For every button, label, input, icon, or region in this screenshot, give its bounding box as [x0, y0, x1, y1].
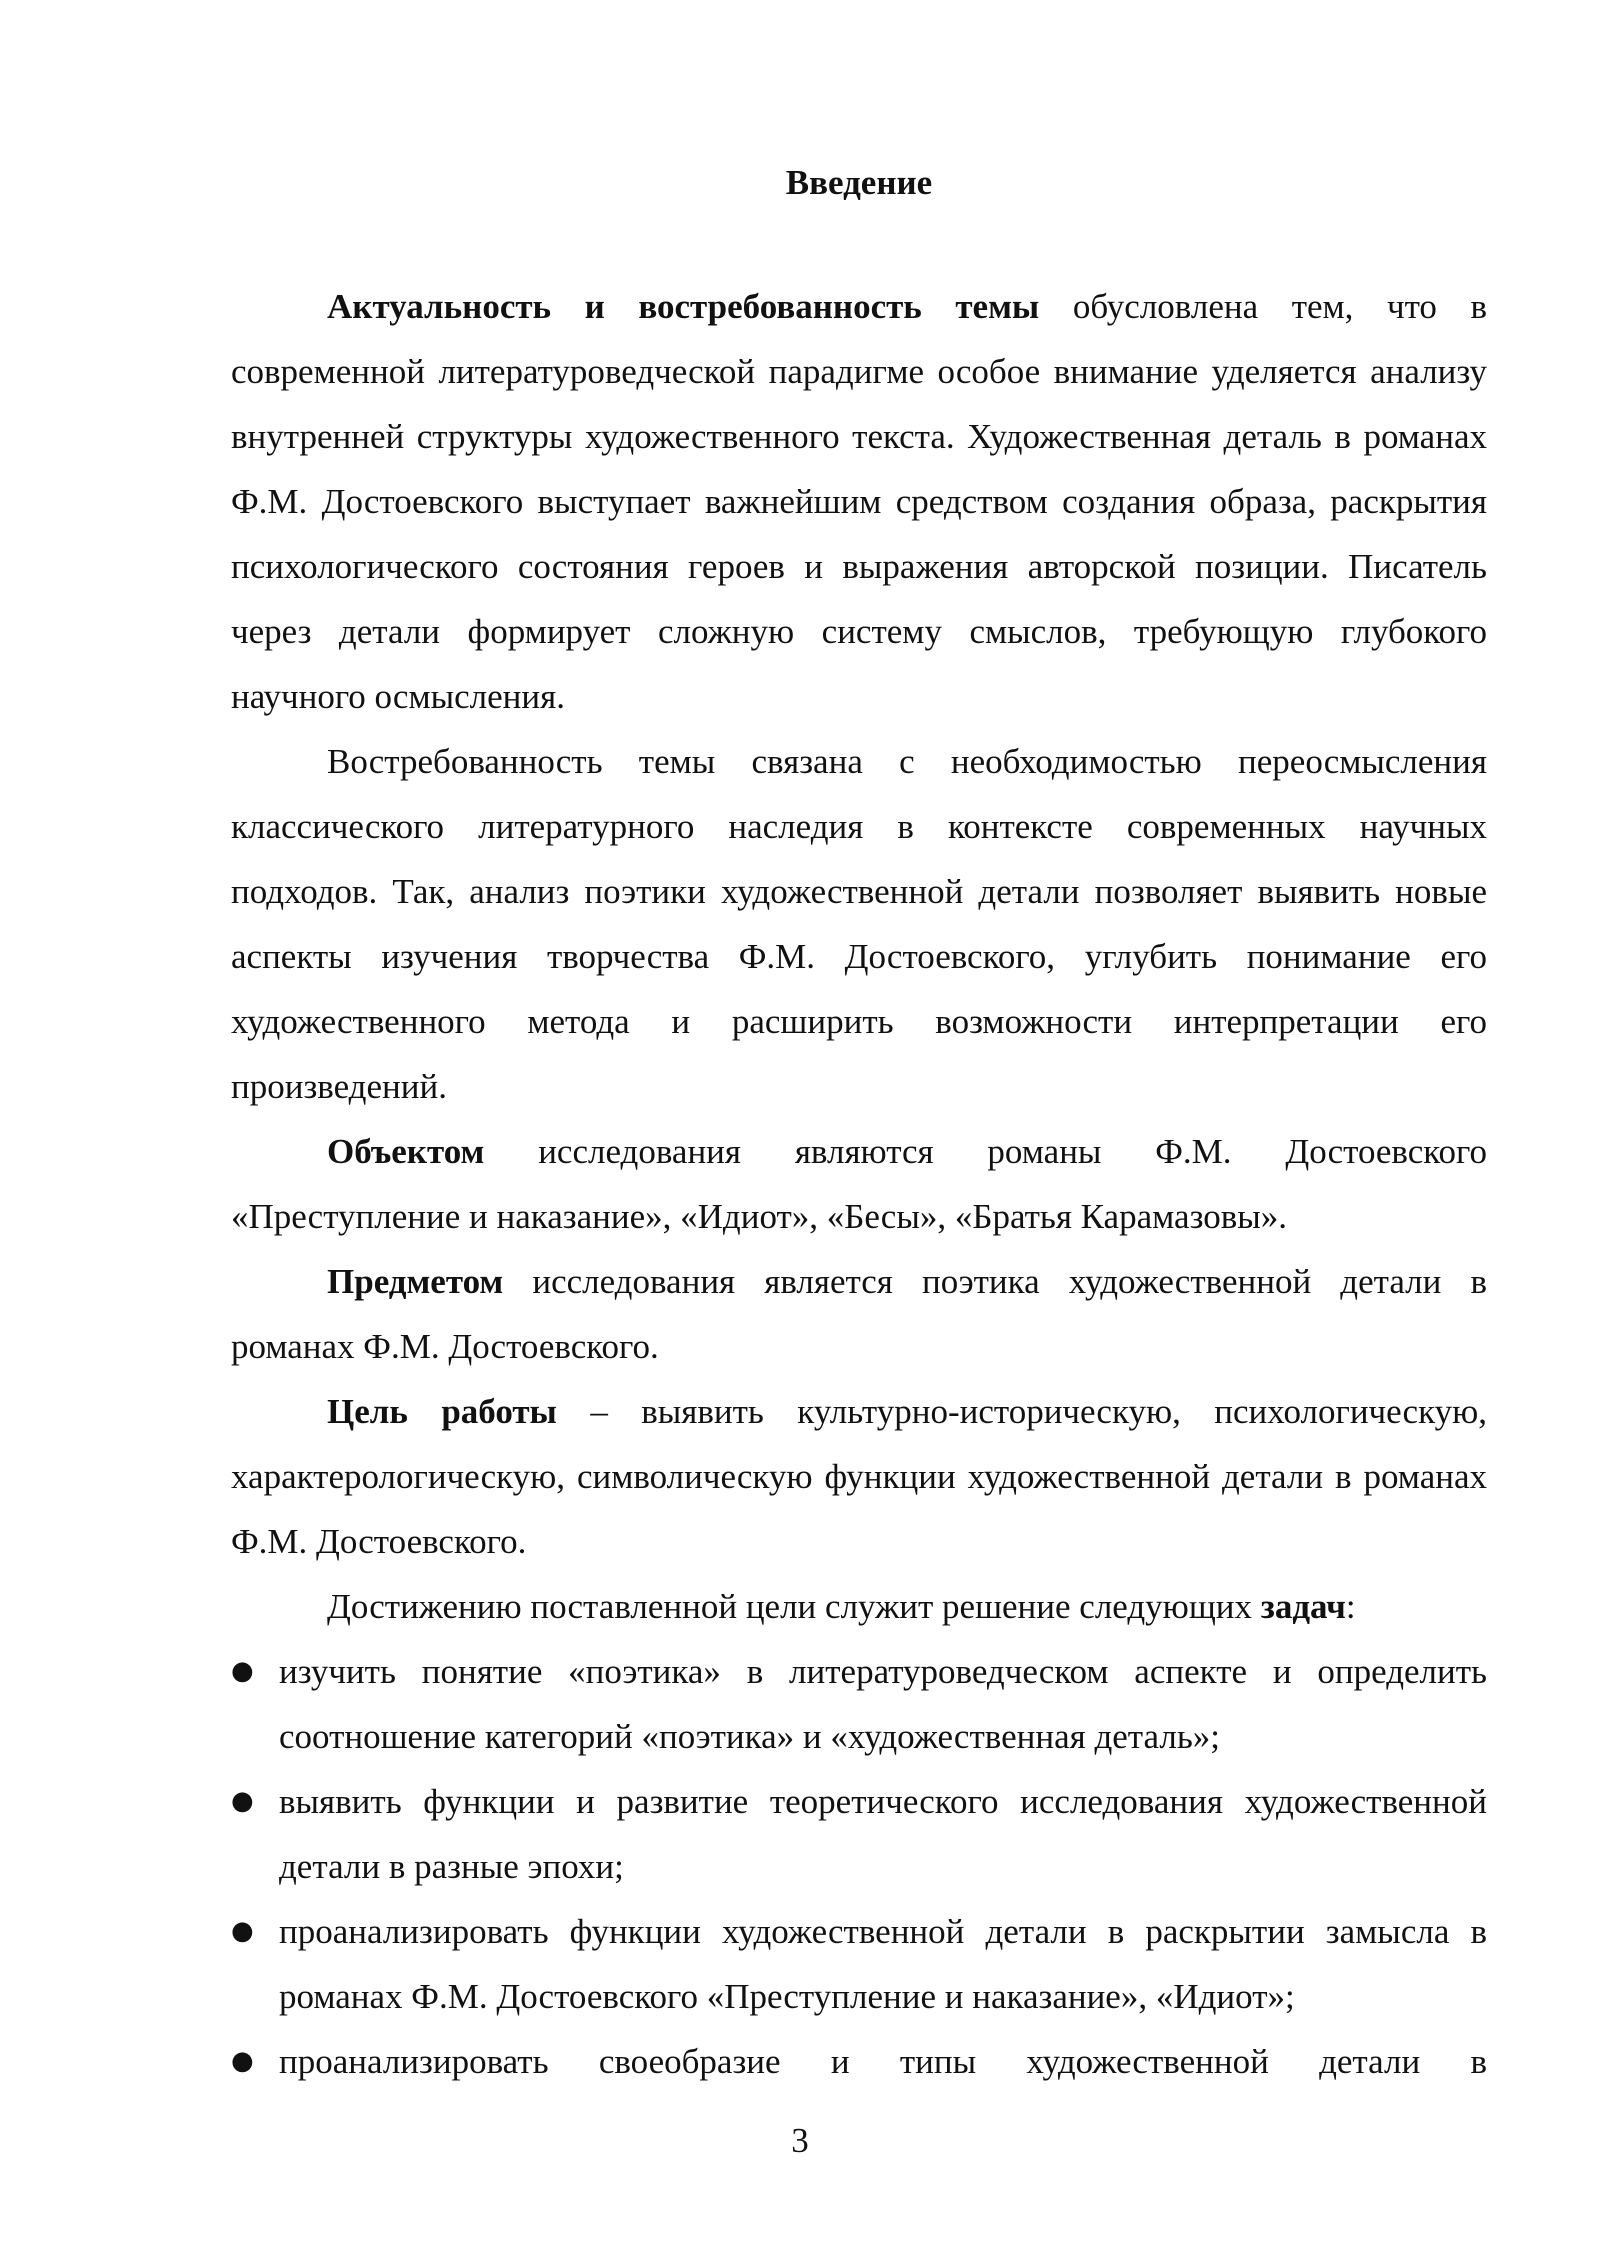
object-paragraph [231, 1119, 1487, 1249]
goal-paragraph [231, 1379, 1487, 1574]
object-heading: Объектом [327, 1132, 485, 1171]
page-content [231, 150, 1487, 2094]
relevance-paragraph [231, 274, 1487, 729]
subject-text: исследования является поэтика художественной детали в романах Ф.М. Достоевского. [231, 1262, 1487, 1366]
subject-paragraph [231, 1249, 1487, 1379]
bullet-icon: ● [231, 2046, 254, 2076]
list-item-text: проанализировать функции художественной детали в раскрытии замысла в романах Ф.М. Достоевского «Преступление и наказание», «Идиот»; [279, 1912, 1487, 2016]
list-item [231, 1769, 1487, 1899]
list-item-text: проанализировать своеобразие и типы художественной детали в [279, 2042, 1487, 2081]
page-title: Введение [785, 163, 933, 202]
object-text: исследования являются романы Ф.М. Достоевского «Преступление и наказание», «Идиот», «Бесы», «Братья Карамазовы». [231, 1132, 1487, 1236]
goal-text: – выявить культурно-историческую, психологическую, характерологическую, символическую функции художественной детали в романах Ф.М. Достоевского. [231, 1392, 1487, 1561]
tasks-intro-text: Достижению поставленной цели служит решение следующих [327, 1587, 1261, 1626]
demand-paragraph: Востребованность темы связана с необходимостью переосмысления классического литературного наследия в контексте современных научных подходов. Так, анализ поэтики художественной детали позволяет выявить новые аспекты изучения творчества Ф.М. Достоевского, углубить понимание его художественного метода и расширить возможности интерпретации его произведений. [231, 742, 1487, 1106]
tasks-intro-colon: : [1345, 1587, 1356, 1626]
page-number: 3 [791, 2121, 809, 2160]
tasks-intro-heading: задач [1260, 1587, 1346, 1626]
tasks-intro-paragraph [231, 1574, 1487, 1639]
bullet-icon: ● [231, 1786, 254, 1816]
relevance-heading: Актуальность и востребованность темы [327, 287, 1040, 326]
tasks-list [231, 1639, 1487, 2094]
goal-heading: Цель работы [327, 1392, 557, 1431]
bullet-icon: ● [231, 1656, 254, 1686]
list-item [231, 1639, 1487, 1769]
list-item-text: изучить понятие «поэтика» в литературоведческом аспекте и определить соотношение категорий «поэтика» и «художественная деталь»; [279, 1652, 1487, 1756]
list-item-text: выявить функции и развитие теоретического исследования художественной детали в разные эпохи; [279, 1782, 1487, 1886]
subject-heading: Предметом [327, 1262, 504, 1301]
bullet-icon: ● [231, 1916, 254, 1946]
list-item [231, 2029, 1487, 2094]
list-item [231, 1899, 1487, 2029]
relevance-text: обусловлена тем, что в современной литературоведческой парадигме особое внимание уделяется анализу внутренней структуры художественного текста. Художественная деталь в романах Ф.М. Достоевского выступает важнейшим средством создания образа, раскрытия психологического состояния героев и выражения авторской позиции. Писатель через детали формирует сложную систему смыслов, требующую глубокого научного осмысления. [231, 287, 1488, 716]
